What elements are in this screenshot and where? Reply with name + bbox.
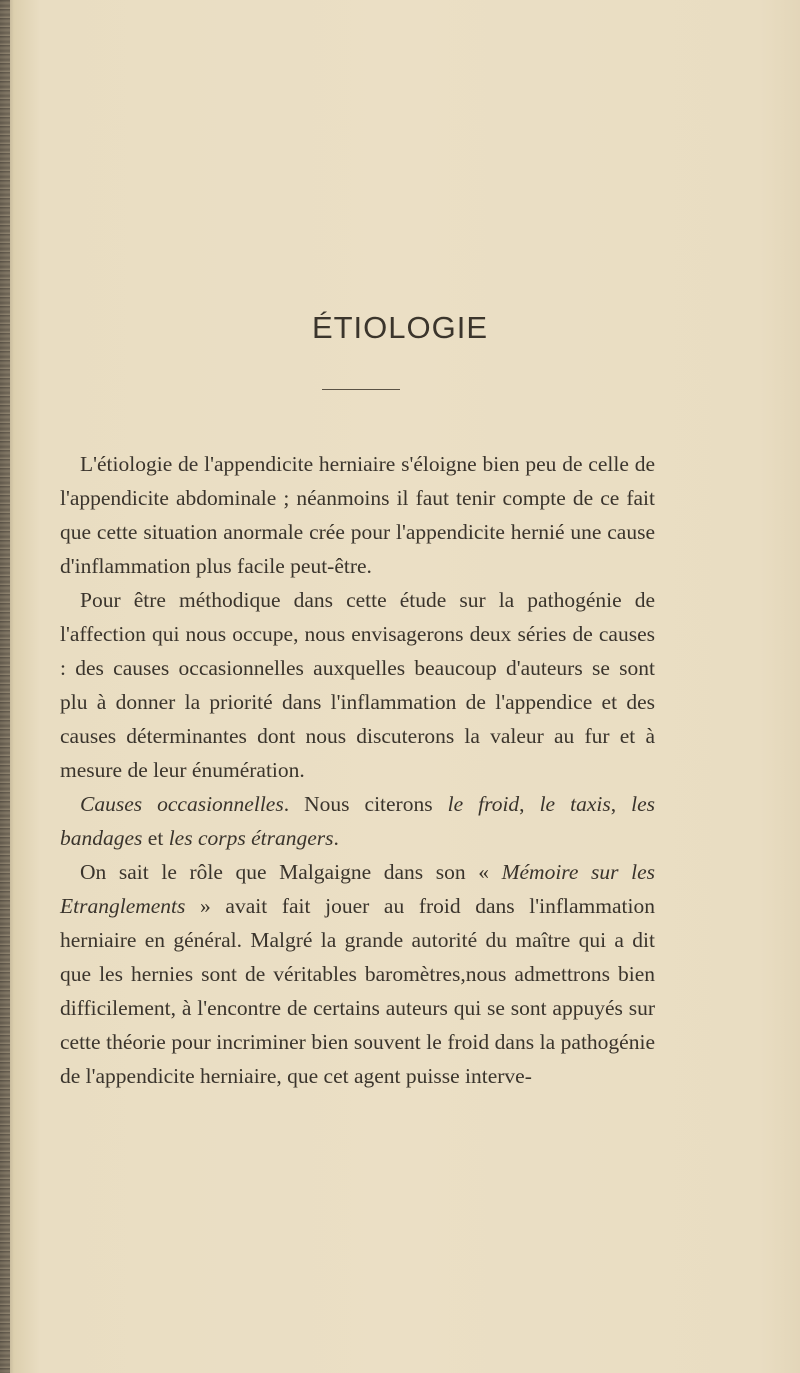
chapter-title: ÉTIOLOGIE (311, 310, 489, 345)
italic-text: le taxis (539, 792, 611, 816)
text-run: et (142, 826, 169, 850)
italic-text: les corps étrangers (168, 826, 334, 850)
text-run: » avait fait jouer au froid dans l'inflammation herniaire en général. Malgré la grande autorité du maître qui a dit que les hernies sont de véritables baromètres,nous admettrons bien difficilement, à l'encontre de certains auteurs qui se sont appuyés sur cette théorie pour incriminer bien souvent le froid dans la pathogénie de l'appendicite herniaire, que cet agent puisse interve- (60, 894, 655, 1088)
italic-text: Causes occasionnelles (80, 792, 284, 816)
paragraph (60, 583, 655, 787)
text-run: On sait le rôle que Malgaigne dans son « (80, 860, 502, 884)
text-run: Pour être méthodique dans cette étude sur la pathogénie de l'affection qui nous occupe, nous envisagerons deux séries de causes : des causes occasionnelles auxquelles beaucoup d'auteurs se sont plu à donner la priorité dans l'inflammation de l'appendice et des causes déterminantes dont nous discuterons la valeur au fur et à mesure de leur énumération. (60, 588, 655, 782)
text-run: , (519, 792, 540, 816)
italic-text: le froid (447, 792, 520, 816)
paragraph (60, 855, 655, 1093)
text-run: L'étiologie de l'appendicite herniaire s'éloigne bien peu de celle de l'appendicite abdominale ; néanmoins il faut tenir compte de ce fait que cette situation anormale crée pour l'appendicite hernié une cause d'inflammation plus facile peut-être. (60, 452, 655, 578)
italic-text: Mémoire sur les Etranglements (60, 860, 655, 918)
text-run: . (333, 826, 339, 850)
text-run: , (610, 792, 632, 816)
italic-text: les bandages (60, 792, 656, 850)
text-run: . Nous citerons (283, 792, 448, 816)
paragraph (60, 447, 655, 583)
title-divider (322, 389, 400, 390)
paragraph (60, 787, 655, 855)
body-text (60, 447, 655, 1093)
